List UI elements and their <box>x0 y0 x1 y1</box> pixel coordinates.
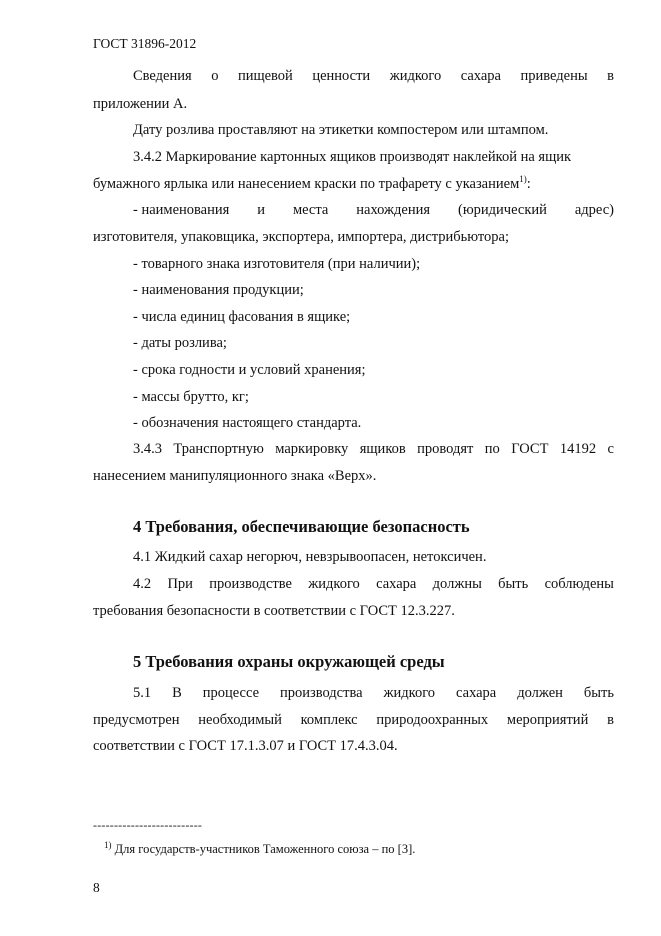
word: о <box>211 68 219 84</box>
word: пищевой <box>237 68 293 84</box>
footnote <box>104 839 416 857</box>
footnote-text: Для государств-участников Таможенного союза – по [3]. <box>111 842 416 856</box>
word: в <box>607 68 614 84</box>
word: жидкого <box>389 68 442 84</box>
section-5-heading: 5 Требования охраны окружающей среды <box>133 652 445 671</box>
paragraph-bottling-date: Дату розлива проставляют на этикетки компостером или штампом. <box>133 122 549 138</box>
clause-5-1-line2: предусмотрен необходимый комплекс природоохранных мероприятий в <box>93 712 614 728</box>
list-item: - наименования продукции; <box>133 282 304 298</box>
paragraph-nutrition-line2: приложении А. <box>93 96 188 112</box>
clause-3-4-2-line1: 3.4.2 Маркирование картонных ящиков производят наклейкой на ящик <box>133 149 572 165</box>
list-item: - числа единиц фасования в ящике; <box>133 309 351 325</box>
footnote-marker: 1) <box>104 839 112 850</box>
paragraph-nutrition-line1 <box>133 67 614 85</box>
clause-4-2-line2: требования безопасности в соответствии с ГОСТ 12.3.227. <box>93 603 455 619</box>
list-item-1-line2: изготовителя, упаковщика, экспортера, импортера, дистрибьютора; <box>93 229 510 245</box>
word: сахара <box>460 68 501 84</box>
section-4-heading: 4 Требования, обеспечивающие безопасность <box>133 517 470 536</box>
clause-5-1-line1: 5.1 В процессе производства жидкого сахара должен быть <box>133 685 614 701</box>
list-item-1-line1: - наименования и места нахождения (юридический адрес) <box>133 202 614 218</box>
list-item: - обозначения настоящего стандарта. <box>133 415 362 431</box>
page-number: 8 <box>93 880 100 895</box>
clause-4-1: 4.1 Жидкий сахар негорюч, невзрывоопасен, нетоксичен. <box>133 549 487 565</box>
clause-3-4-3-line1: 3.4.3 Транспортную маркировку ящиков проводят по ГОСТ 14192 с <box>133 441 614 457</box>
standard-header: ГОСТ 31896-2012 <box>93 36 197 51</box>
list-item: - срока годности и условий хранения; <box>133 362 366 378</box>
word: Сведения <box>133 68 192 84</box>
clause-5-1-line3: соответствии с ГОСТ 17.1.3.07 и ГОСТ 17.4.3.04. <box>93 738 398 754</box>
word: приведены <box>520 68 588 84</box>
list-item: - товарного знака изготовителя (при наличии); <box>133 256 421 272</box>
list-item: - массы брутто, кг; <box>133 389 249 405</box>
list-item: - даты розлива; <box>133 335 227 351</box>
clause-3-4-2-line2: бумажного ярлыка или нанесением краски по трафарету с указанием$^{1)}$: <box>93 174 531 192</box>
clause-4-2-line1: 4.2 При производстве жидкого сахара должны быть соблюдены <box>133 576 614 592</box>
footnote-separator: -------------------------- <box>93 818 203 832</box>
clause-3-4-3-line2: нанесением манипуляционного знака «Верх». <box>93 468 377 484</box>
footnote-ref: 1) <box>519 174 527 185</box>
word: ценности <box>312 68 371 84</box>
